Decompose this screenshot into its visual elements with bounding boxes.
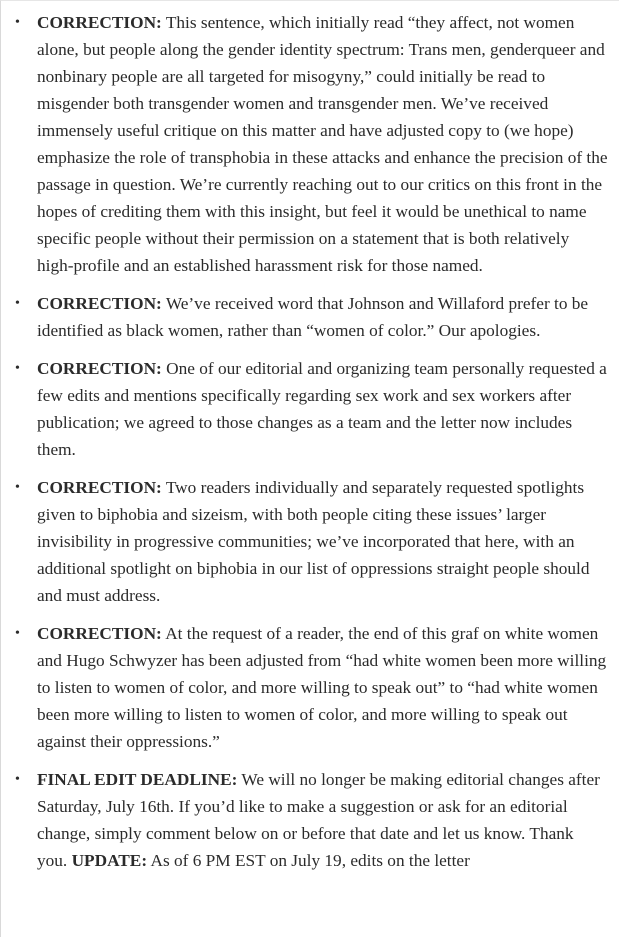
bullet-icon: • [15,626,20,641]
list-item [1,290,619,344]
correction-label: CORRECTION: [37,624,162,643]
correction-text: This sentence, which initially read “they affect, not women alone, but people along the gender identity spectrum: Trans men, genderqueer and nonbinary people are all targeted for misogyny,” could initially be read to misgender both transgender women and transgender men. We’ve received immensely useful critique on this matter and have adjusted copy to (we hope) emphasize the role of transphobia in these attacks and enhance the precision of the passage in question. We’re currently reaching out to our critics on this front in the hopes of crediting them with this insight, but feel it would be unethical to name specific people without their permission on a statement that is both relatively high-profile and an established harassment risk for those named. [37,13,608,275]
bullet-icon: • [15,772,20,787]
list-item [1,766,619,874]
correction-text: Two readers individually and separately requested spotlights given to biphobia and sizeism, with both people citing these issues’ larger invisibility in progressive communities; we’ve incorporated that here, with an additional spotlight on biphobia in our list of oppressions straight people should and must address. [37,478,590,605]
deadline-label: FINAL EDIT DEADLINE: [37,770,238,789]
list-item [1,9,619,279]
bullet-icon: • [15,361,20,376]
list-item [1,474,619,609]
list-item [1,620,619,755]
correction-text: At the request of a reader, the end of this graf on white women and Hugo Schwyzer has been adjusted from “had white women been more willing to listen to women of color, and more willing to speak out” to “had white women been more willing to listen to women of color, and more willing to speak out against their oppressions.” [37,624,607,751]
correction-label: CORRECTION: [37,478,162,497]
update-label: UPDATE: [71,851,148,870]
bullet-icon: • [15,480,20,495]
corrections-list [1,9,619,885]
correction-label: CORRECTION: [37,294,162,313]
correction-label: CORRECTION: [37,359,162,378]
correction-text: One of our editorial and organizing team personally requested a few edits and mentions specifically regarding sex work and sex workers after publication; we agreed to those changes as a team and the letter now includes them. [37,359,607,459]
correction-text: We’ve received word that Johnson and Willaford prefer to be identified as black women, rather than “women of color.” Our apologies. [37,294,589,340]
bullet-icon: • [15,15,20,30]
update-text: As of 6 PM EST on July 19, edits on the letter [147,851,470,870]
deadline-text: We will no longer be making editorial changes after Saturday, July 16th. If you’d like to make a suggestion or ask for an editorial change, simply comment below on or before that date and let us know. Thank you. [37,770,600,870]
list-item [1,355,619,463]
bullet-icon: • [15,296,20,311]
correction-label: CORRECTION: [37,13,162,32]
